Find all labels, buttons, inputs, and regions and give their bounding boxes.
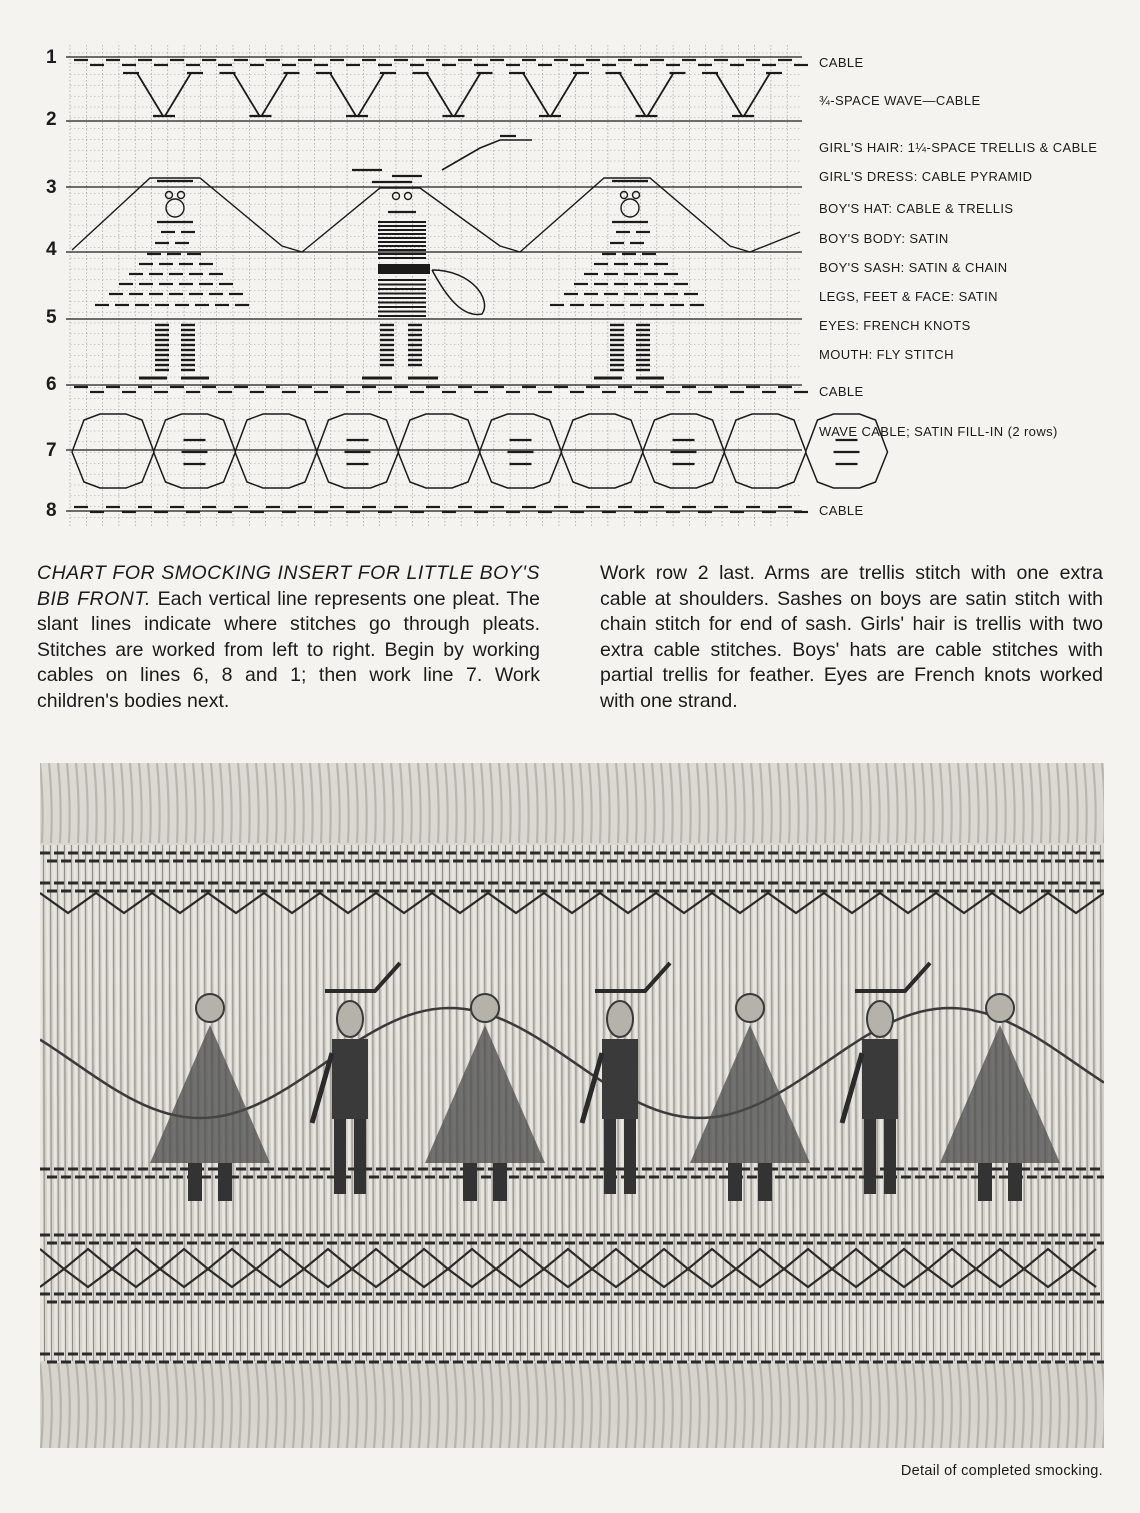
legend-label: BOY'S BODY: SATIN	[819, 231, 949, 246]
smocking-chart	[0, 0, 1140, 540]
row-number: 3	[46, 177, 57, 198]
legend-label: GIRL'S HAIR: 1¼-SPACE TRELLIS & CABLE	[819, 140, 1098, 155]
chart-row-numbers	[46, 47, 57, 521]
caption-title: CHART FOR SMOCKING INSERT FOR LITTLE BOY'S BIB FRONT.	[37, 562, 540, 610]
chart-legend	[819, 55, 1097, 518]
row-number: 5	[46, 307, 57, 328]
row-number: 1	[46, 47, 57, 68]
chart-stitch-figures	[72, 60, 888, 512]
chart-row-lines	[66, 57, 802, 511]
legend-label: LEGS, FEET & FACE: SATIN	[819, 289, 998, 304]
chart-caption-left	[37, 561, 540, 714]
legend-label: MOUTH: FLY STITCH	[819, 347, 954, 362]
legend-label: CABLE	[819, 503, 864, 518]
row-number: 7	[46, 440, 57, 461]
legend-label: WAVE CABLE; SATIN FILL-IN (2 rows)	[819, 424, 1058, 439]
row-number: 2	[46, 109, 57, 130]
row-number: 6	[46, 374, 57, 395]
chart-caption-right	[600, 561, 1103, 714]
chart-grid	[70, 45, 802, 528]
legend-label: BOY'S SASH: SATIN & CHAIN	[819, 260, 1008, 275]
legend-label: CABLE	[819, 384, 864, 399]
photo-caption: Detail of completed smocking.	[900, 1463, 1103, 1479]
row-number: 8	[46, 500, 57, 521]
row-number: 4	[46, 239, 57, 260]
legend-label: GIRL'S DRESS: CABLE PYRAMID	[819, 169, 1033, 184]
caption-body-left: Each vertical line represents one pleat. The slant lines indicate where stitches go through pleats. Stitches are worked from left to right. Begin by working cables on lines 6, 8 and 1; then work line 7. Work children's bodies next.	[37, 587, 540, 712]
smocking-photo-image	[40, 763, 1104, 1448]
smocking-photo	[40, 763, 1104, 1448]
legend-label: CABLE	[819, 55, 864, 70]
legend-label: ¾-SPACE WAVE—CABLE	[819, 93, 981, 108]
legend-label: EYES: FRENCH KNOTS	[819, 318, 971, 333]
caption-body-right: Work row 2 last. Arms are trellis stitch with one extra cable at shoulders. Sashes on boys are satin stitch with chain stitch for end of sash. Girls' hair is trellis with two extra cable stitches. Boys' hats are cable stitches with partial trellis for feather. Eyes are French knots worked with one strand.	[600, 562, 1103, 712]
legend-label: BOY'S HAT: CABLE & TRELLIS	[819, 201, 1014, 216]
